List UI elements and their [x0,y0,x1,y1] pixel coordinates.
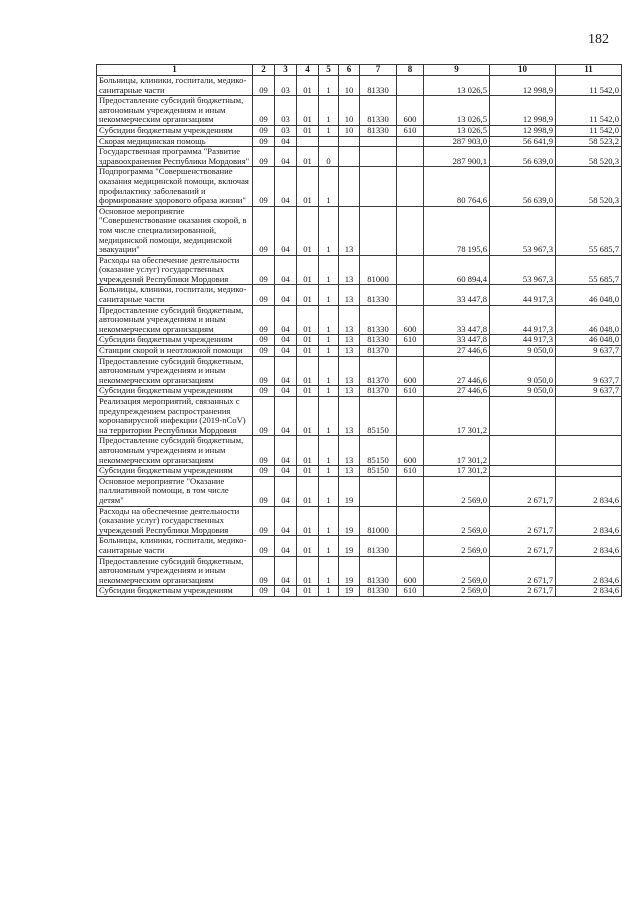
code-cell: 610 [397,466,424,477]
code-cell: 09 [253,255,275,285]
code-cell: 04 [275,466,297,477]
code-cell: 03 [275,96,297,126]
code-cell: 600 [397,356,424,386]
code-cell [297,136,319,147]
code-cell [360,167,397,206]
amount-cell: 12 998,9 [490,125,556,136]
code-cell: 1 [319,125,339,136]
code-cell: 13 [339,206,360,255]
code-cell: 81000 [360,506,397,536]
code-cell: 09 [253,335,275,346]
amount-cell: 2 834,6 [556,476,622,506]
code-cell: 19 [339,506,360,536]
code-cell: 81370 [360,386,397,397]
code-cell: 81330 [360,285,397,305]
code-cell: 81000 [360,255,397,285]
code-cell: 81330 [360,96,397,126]
code-cell: 09 [253,285,275,305]
row-name-cell: Субсидии бюджетным учреждениям [97,466,253,477]
code-cell: 1 [319,436,339,466]
code-cell: 1 [319,346,339,357]
amount-cell: 2 671,7 [490,476,556,506]
code-cell: 09 [253,506,275,536]
amount-cell: 9 050,0 [490,356,556,386]
column-header: 5 [319,65,339,76]
amount-cell [490,466,556,477]
table-row [97,386,622,397]
code-cell: 13 [339,386,360,397]
amount-cell: 60 894,4 [424,255,490,285]
amount-cell: 9 050,0 [490,386,556,397]
code-cell: 1 [319,335,339,346]
amount-cell: 2 569,0 [424,506,490,536]
code-cell: 09 [253,167,275,206]
code-cell: 13 [339,255,360,285]
row-name-cell: Предоставление субсидий бюджетным, автономным учреждениям и иным некоммерческим организациям [97,96,253,126]
row-name-cell: Предоставление субсидий бюджетным, автономным учреждениям и иным некоммерческим организациям [97,436,253,466]
code-cell: 09 [253,476,275,506]
amount-cell: 12 998,9 [490,76,556,96]
code-cell: 09 [253,76,275,96]
amount-cell: 17 301,2 [424,397,490,436]
code-cell: 13 [339,466,360,477]
code-cell: 81370 [360,346,397,357]
code-cell: 03 [275,76,297,96]
amount-cell: 2 834,6 [556,506,622,536]
table-row [97,397,622,436]
code-cell: 09 [253,536,275,556]
code-cell: 610 [397,335,424,346]
code-cell: 04 [275,335,297,346]
code-cell: 01 [297,386,319,397]
row-name-cell: Реализация мероприятий, связанных с предупреждением распространения коронавирусной инфекции (2019-nCoV) на территории Республики Мордовия [97,397,253,436]
amount-cell: 2 834,6 [556,586,622,597]
row-name-cell: Скорая медицинская помощь [97,136,253,147]
code-cell: 04 [275,386,297,397]
column-header: 4 [297,65,319,76]
amount-cell: 9 050,0 [490,346,556,357]
code-cell: 01 [297,397,319,436]
amount-cell: 2 569,0 [424,476,490,506]
amount-cell: 2 671,7 [490,556,556,586]
row-name-cell: Субсидии бюджетным учреждениям [97,335,253,346]
amount-cell: 2 834,6 [556,536,622,556]
code-cell: 85150 [360,436,397,466]
code-cell: 85150 [360,466,397,477]
code-cell: 13 [339,356,360,386]
code-cell: 600 [397,96,424,126]
code-cell: 09 [253,397,275,436]
code-cell: 10 [339,96,360,126]
code-cell: 04 [275,167,297,206]
code-cell: 10 [339,76,360,96]
code-cell: 13 [339,397,360,436]
column-header: 9 [424,65,490,76]
table-row [97,335,622,346]
amount-cell [490,436,556,466]
table-row [97,147,622,167]
amount-cell: 287 903,0 [424,136,490,147]
code-cell: 81370 [360,356,397,386]
amount-cell: 53 967,3 [490,206,556,255]
amount-cell: 11 542,0 [556,96,622,126]
amount-cell: 287 900,1 [424,147,490,167]
code-cell: 09 [253,96,275,126]
code-cell: 09 [253,136,275,147]
code-cell: 610 [397,125,424,136]
amount-cell: 55 685,7 [556,255,622,285]
amount-cell: 56 639,0 [490,147,556,167]
amount-cell: 9 637,7 [556,346,622,357]
code-cell: 09 [253,206,275,255]
code-cell: 04 [275,506,297,536]
amount-cell: 2 671,7 [490,586,556,597]
row-name-cell: Предоставление субсидий бюджетным, автономным учреждениям и иным некоммерческим организациям [97,556,253,586]
code-cell: 1 [319,96,339,126]
amount-cell: 13 026,5 [424,96,490,126]
code-cell [360,147,397,167]
code-cell: 1 [319,476,339,506]
code-cell [397,206,424,255]
column-header: 10 [490,65,556,76]
code-cell: 1 [319,386,339,397]
code-cell: 04 [275,136,297,147]
row-name-cell: Подпрограмма "Совершенствование оказания медицинской помощи, включая профилактику заболеваний и формирование здорового образа жизни" [97,167,253,206]
table-row [97,136,622,147]
code-cell: 09 [253,466,275,477]
code-cell: 13 [339,305,360,335]
table-row [97,466,622,477]
code-cell [397,506,424,536]
code-cell: 09 [253,305,275,335]
code-cell: 04 [275,586,297,597]
amount-cell: 58 520,3 [556,147,622,167]
code-cell: 01 [297,335,319,346]
table-row [97,476,622,506]
code-cell: 01 [297,556,319,586]
amount-cell: 27 446,6 [424,346,490,357]
amount-cell: 13 026,5 [424,76,490,96]
amount-cell: 2 569,0 [424,586,490,597]
code-cell: 1 [319,167,339,206]
row-name-cell: Расходы на обеспечение деятельности (оказание услуг) государственных учреждений Республики Мордовия [97,506,253,536]
code-cell: 04 [275,346,297,357]
amount-cell [556,466,622,477]
amount-cell: 11 542,0 [556,76,622,96]
amount-cell: 46 048,0 [556,285,622,305]
code-cell: 1 [319,305,339,335]
code-cell: 09 [253,386,275,397]
amount-cell: 12 998,9 [490,96,556,126]
code-cell: 04 [275,255,297,285]
amount-cell: 2 671,7 [490,536,556,556]
code-cell: 1 [319,285,339,305]
code-cell: 1 [319,206,339,255]
row-name-cell: Больницы, клиники, госпитали, медико-санитарные части [97,536,253,556]
amount-cell: 9 637,7 [556,386,622,397]
table-row [97,167,622,206]
code-cell [397,76,424,96]
code-cell: 600 [397,305,424,335]
code-cell [360,476,397,506]
code-cell: 01 [297,506,319,536]
row-name-cell: Основное мероприятие "Совершенствование оказания скорой, в том числе специализированной, медицинской помощи, медицинской эвакуации" [97,206,253,255]
table-row [97,76,622,96]
code-cell: 1 [319,466,339,477]
code-cell: 1 [319,76,339,96]
code-cell: 04 [275,436,297,466]
amount-cell: 2 671,7 [490,506,556,536]
code-cell: 19 [339,586,360,597]
code-cell [397,285,424,305]
code-cell: 01 [297,206,319,255]
code-cell: 01 [297,167,319,206]
amount-cell: 53 967,3 [490,255,556,285]
code-cell [397,136,424,147]
code-cell: 01 [297,586,319,597]
code-cell: 01 [297,255,319,285]
amount-cell: 2 834,6 [556,556,622,586]
row-name-cell: Предоставление субсидий бюджетным, автономным учреждениям и иным некоммерческим организациям [97,305,253,335]
code-cell: 0 [319,147,339,167]
table-row [97,305,622,335]
amount-cell: 9 637,7 [556,356,622,386]
code-cell: 81330 [360,76,397,96]
column-header: 3 [275,65,297,76]
amount-cell: 44 917,3 [490,335,556,346]
code-cell: 01 [297,356,319,386]
code-cell [397,536,424,556]
amount-cell: 44 917,3 [490,305,556,335]
row-name-cell: Расходы на обеспечение деятельности (оказание услуг) государственных учреждений Республики Мордовия [97,255,253,285]
amount-cell: 46 048,0 [556,335,622,346]
row-name-cell: Больницы, клиники, госпитали, медико-санитарные части [97,76,253,96]
row-name-cell: Предоставление субсидий бюджетным, автономным учреждениям и иным некоммерческим организациям [97,356,253,386]
code-cell: 1 [319,356,339,386]
code-cell: 1 [319,397,339,436]
amount-cell: 17 301,2 [424,466,490,477]
table-row [97,96,622,126]
amount-cell: 17 301,2 [424,436,490,466]
table-row [97,125,622,136]
code-cell [339,167,360,206]
code-cell: 04 [275,147,297,167]
row-name-cell: Государственная программа "Развитие здравоохранения Республики Мордовия" [97,147,253,167]
code-cell: 09 [253,556,275,586]
column-header: 7 [360,65,397,76]
code-cell: 1 [319,556,339,586]
row-name-cell: Больницы, клиники, госпитали, медико-санитарные части [97,285,253,305]
table-row [97,255,622,285]
row-name-cell: Субсидии бюджетным учреждениям [97,586,253,597]
code-cell: 09 [253,436,275,466]
code-cell: 09 [253,586,275,597]
code-cell: 19 [339,476,360,506]
table-row [97,506,622,536]
table-row [97,556,622,586]
code-cell: 10 [339,125,360,136]
column-header: 6 [339,65,360,76]
code-cell [360,206,397,255]
code-cell [397,397,424,436]
table-row [97,346,622,357]
code-cell: 01 [297,125,319,136]
budget-table [96,64,622,597]
code-cell: 01 [297,476,319,506]
code-cell [339,136,360,147]
code-cell: 01 [297,466,319,477]
table-header-row [97,65,622,76]
amount-cell: 55 685,7 [556,206,622,255]
code-cell: 09 [253,125,275,136]
code-cell [397,476,424,506]
code-cell: 610 [397,386,424,397]
amount-cell [556,397,622,436]
code-cell [360,136,397,147]
code-cell: 04 [275,285,297,305]
code-cell: 1 [319,506,339,536]
code-cell: 01 [297,305,319,335]
code-cell: 1 [319,586,339,597]
amount-cell: 56 639,0 [490,167,556,206]
code-cell: 04 [275,305,297,335]
code-cell: 04 [275,556,297,586]
amount-cell: 11 542,0 [556,125,622,136]
code-cell: 04 [275,206,297,255]
code-cell: 01 [297,96,319,126]
amount-cell [556,436,622,466]
amount-cell: 33 447,8 [424,335,490,346]
amount-cell: 33 447,8 [424,305,490,335]
column-header: 11 [556,65,622,76]
amount-cell: 33 447,8 [424,285,490,305]
code-cell: 81330 [360,586,397,597]
code-cell: 13 [339,335,360,346]
amount-cell: 58 520,3 [556,167,622,206]
column-header: 1 [97,65,253,76]
code-cell: 09 [253,147,275,167]
code-cell [397,346,424,357]
row-name-cell: Субсидии бюджетным учреждениям [97,386,253,397]
table-row [97,536,622,556]
code-cell: 19 [339,556,360,586]
table-row [97,206,622,255]
code-cell: 610 [397,586,424,597]
code-cell: 09 [253,356,275,386]
code-cell [397,167,424,206]
amount-cell: 13 026,5 [424,125,490,136]
table-body [97,76,622,597]
code-cell: 1 [319,536,339,556]
code-cell [397,255,424,285]
code-cell: 13 [339,436,360,466]
code-cell: 13 [339,346,360,357]
code-cell: 81330 [360,125,397,136]
amount-cell: 78 195,6 [424,206,490,255]
amount-cell: 27 446,6 [424,356,490,386]
code-cell: 01 [297,76,319,96]
code-cell: 04 [275,397,297,436]
code-cell: 19 [339,536,360,556]
code-cell [397,147,424,167]
amount-cell [490,397,556,436]
code-cell: 04 [275,356,297,386]
code-cell: 600 [397,556,424,586]
code-cell: 01 [297,285,319,305]
amount-cell: 58 523,2 [556,136,622,147]
code-cell: 01 [297,436,319,466]
code-cell: 81330 [360,305,397,335]
amount-cell: 80 764,6 [424,167,490,206]
code-cell: 85150 [360,397,397,436]
column-header: 8 [397,65,424,76]
code-cell [319,136,339,147]
code-cell: 81330 [360,335,397,346]
code-cell: 03 [275,125,297,136]
row-name-cell: Станции скорой и неотложной помощи [97,346,253,357]
code-cell: 81330 [360,556,397,586]
code-cell: 01 [297,147,319,167]
code-cell: 13 [339,285,360,305]
amount-cell: 44 917,3 [490,285,556,305]
code-cell [339,147,360,167]
table-row [97,356,622,386]
code-cell: 01 [297,346,319,357]
page-number: 182 [588,32,609,47]
amount-cell: 2 569,0 [424,556,490,586]
code-cell: 01 [297,536,319,556]
table-row [97,586,622,597]
code-cell: 600 [397,436,424,466]
table-row [97,436,622,466]
code-cell: 04 [275,536,297,556]
amount-cell: 27 446,6 [424,386,490,397]
row-name-cell: Основное мероприятие "Оказание паллиативной помощи, в том числе детям" [97,476,253,506]
code-cell: 04 [275,476,297,506]
table-row [97,285,622,305]
amount-cell: 46 048,0 [556,305,622,335]
code-cell: 1 [319,255,339,285]
amount-cell: 56 641,9 [490,136,556,147]
row-name-cell: Субсидии бюджетным учреждениям [97,125,253,136]
column-header: 2 [253,65,275,76]
code-cell: 81330 [360,536,397,556]
amount-cell: 2 569,0 [424,536,490,556]
code-cell: 09 [253,346,275,357]
